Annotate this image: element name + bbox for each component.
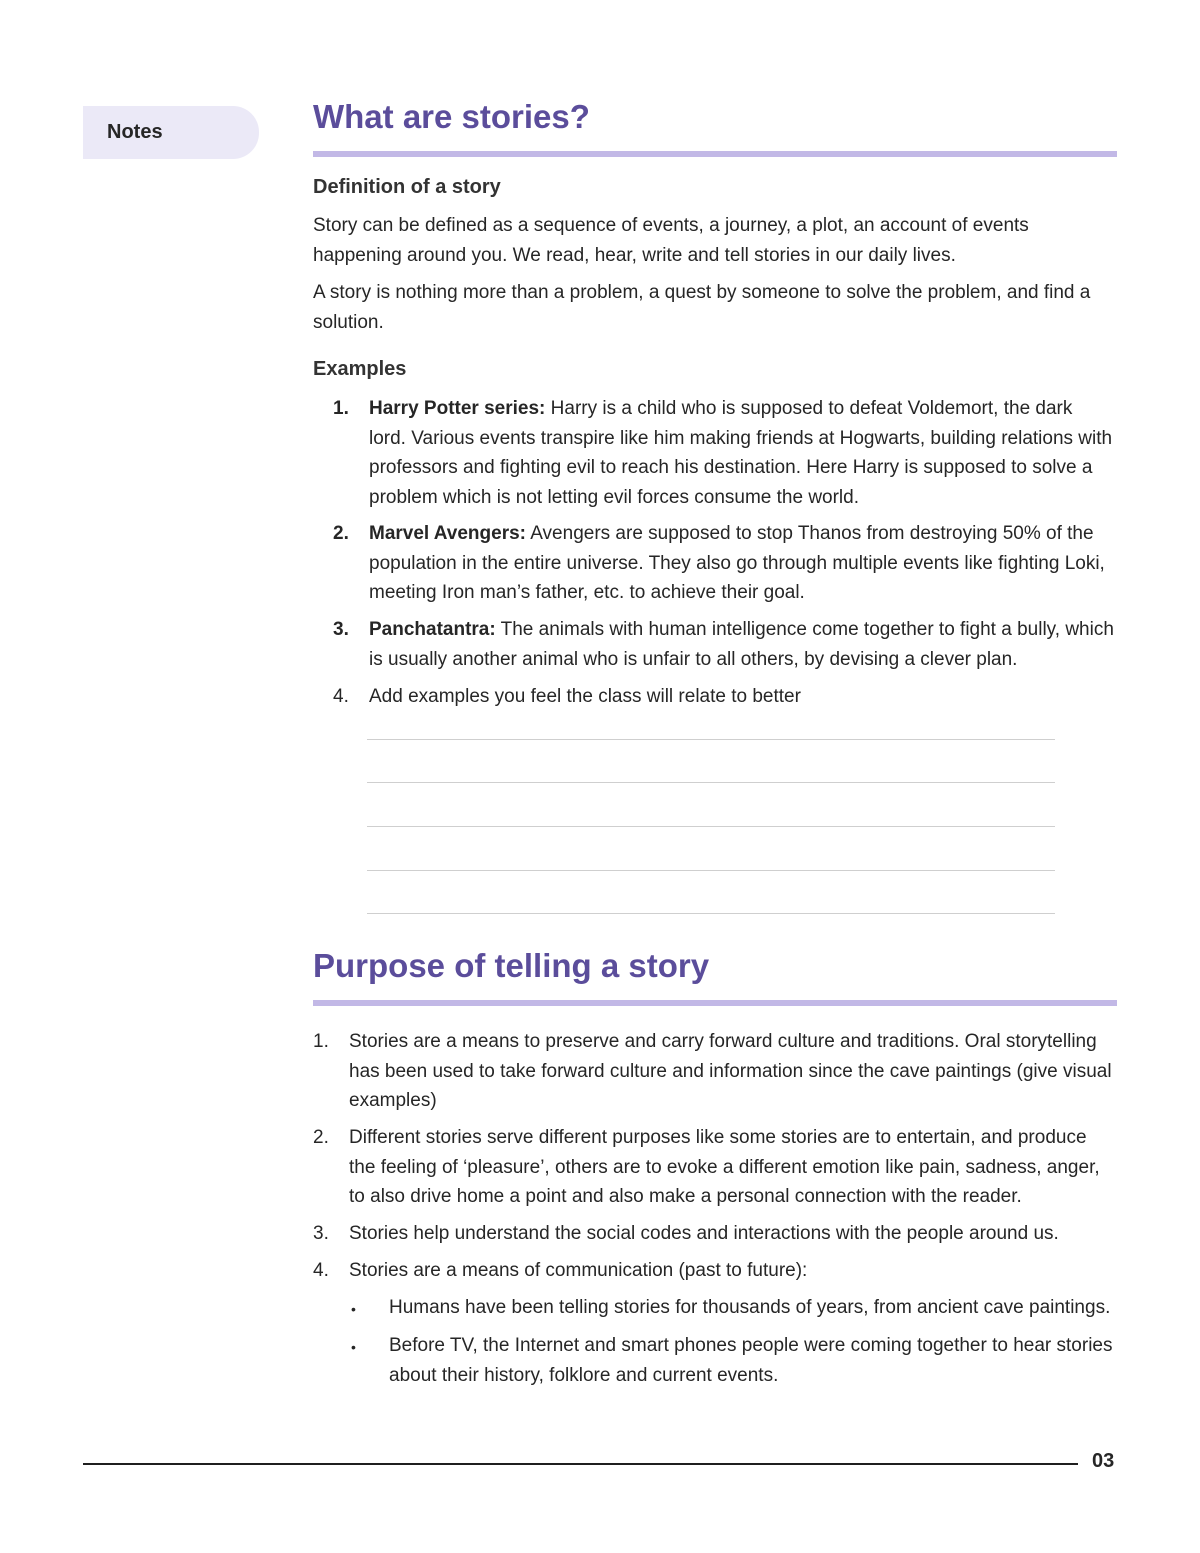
notes-label: Notes	[107, 121, 163, 143]
writing-line[interactable]	[367, 870, 1055, 871]
purpose-text: Different stories serve different purposes like some stories are to entertain, and produce the feeling of ‘pleasure’, others are to evoke a different emotion like pain, sadness, anger, to also drive home a point and also make a personal connection with the reader.	[349, 1127, 1100, 1207]
example-text: Add examples you feel the class will relate to better	[369, 686, 801, 707]
notes-tab	[83, 106, 259, 159]
example-text: Avengers are supposed to stop Thanos from destroying 50% of the population in the entire universe. They also go through multiple events like fighting Loki, meeting Iron man’s father, etc. to achieve their goal.	[369, 523, 1105, 603]
bullet-dot-icon: •	[351, 1301, 356, 1317]
example-title: Panchatantra:	[369, 619, 496, 640]
purpose-number: 3.	[313, 1223, 329, 1244]
example-text: The animals with human intelligence come together to fight a bully, which is usually another animal who is unfair to all others, by devising a clever plan.	[369, 619, 1114, 670]
section-title-what-are-stories: What are stories?	[313, 98, 590, 135]
page-number: 03	[1092, 1450, 1115, 1472]
example-title: Harry Potter series:	[369, 398, 546, 419]
purpose-number: 2.	[313, 1127, 329, 1148]
purpose-text: Stories are a means to preserve and carry forward culture and traditions. Oral storytelling has been used to take forward culture and information since the cave paintings (give visual examples)	[349, 1031, 1112, 1111]
example-number: 4.	[333, 686, 349, 707]
example-number: 1.	[333, 398, 349, 419]
writing-line[interactable]	[367, 739, 1055, 740]
definition-paragraph-2: A story is nothing more than a problem, a quest by someone to solve the problem, and find a solution.	[313, 282, 1091, 333]
example-number: 2.	[333, 523, 349, 544]
title-underline	[313, 1000, 1117, 1006]
bullet-text: Before TV, the Internet and smart phones people were coming together to hear stories about their history, folklore and current events.	[389, 1335, 1113, 1386]
writing-line[interactable]	[367, 913, 1055, 914]
definition-paragraph-1: Story can be defined as a sequence of events, a journey, a plot, an account of events happening around you. We read, hear, write and tell stories in our daily lives.	[313, 215, 1029, 266]
examples-heading: Examples	[313, 358, 407, 380]
example-title: Marvel Avengers:	[369, 523, 526, 544]
definition-heading: Definition of a story	[313, 176, 501, 198]
bullet-dot-icon: •	[351, 1339, 356, 1355]
section-title-purpose: Purpose of telling a story	[313, 947, 710, 984]
purpose-number: 4.	[313, 1260, 329, 1281]
purpose-text: Stories are a means of communication (past to future):	[349, 1260, 808, 1281]
title-underline	[313, 151, 1117, 157]
writing-line[interactable]	[367, 782, 1055, 783]
example-number: 3.	[333, 619, 349, 640]
purpose-number: 1.	[313, 1031, 329, 1052]
purpose-text: Stories help understand the social codes and interactions with the people around us.	[349, 1223, 1059, 1244]
footer-rule	[83, 1463, 1078, 1465]
example-text: Harry is a child who is supposed to defeat Voldemort, the dark lord. Various events transpire like him making friends at Hogwarts, building relations with professors and fighting evil to reach his destination. Here Harry is supposed to solve a problem which is not letting evil forces consume the world.	[369, 398, 1113, 508]
bullet-text: Humans have been telling stories for thousands of years, from ancient cave paintings.	[389, 1297, 1111, 1318]
writing-line[interactable]	[367, 826, 1055, 827]
